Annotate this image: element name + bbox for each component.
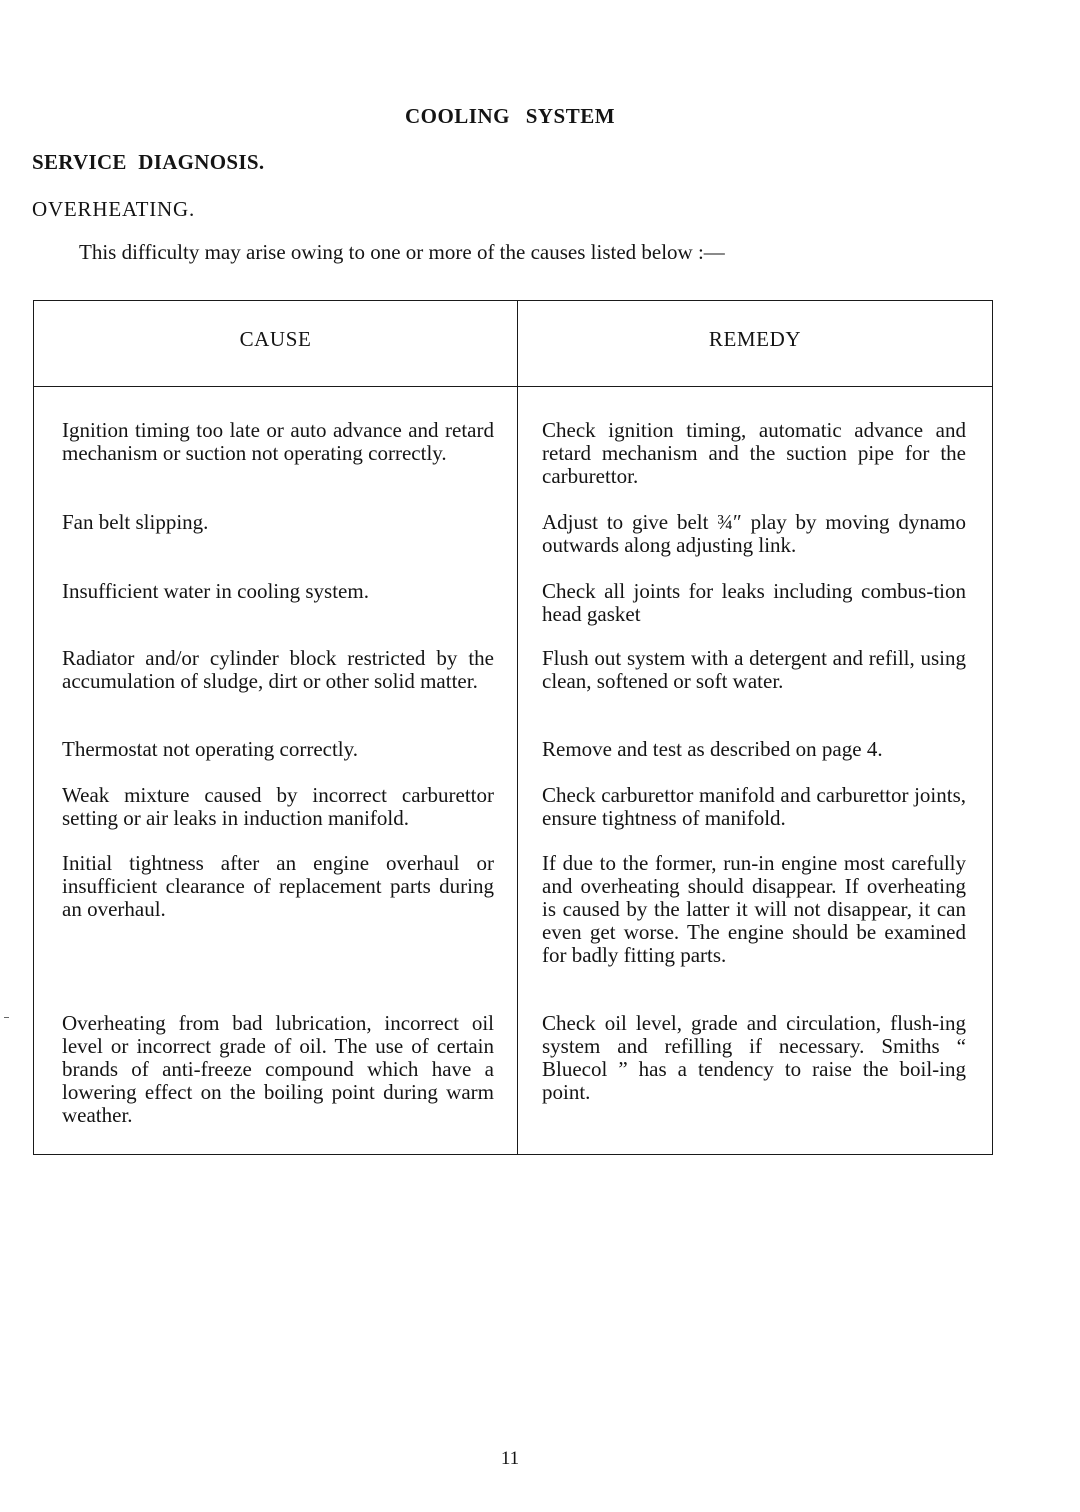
cause-cell: Thermostat not operating correctly. xyxy=(62,737,359,761)
remedy-cell: Check oil level, grade and circulation, flush-ing system and refilling if necessary. Smiths “ Bluecol ” has a tendency to raise the boil-ing point. xyxy=(542,1011,966,1104)
margin-mark xyxy=(4,1017,9,1018)
remedy-cell: Check carburettor manifold and carburettor joints, ensure tightness of manifold. xyxy=(542,783,966,830)
remedy-cell: Check ignition timing, automatic advance and retard mechanism and the suction pipe for the carburettor. xyxy=(542,418,966,488)
remedy-header: REMEDY xyxy=(708,327,802,351)
diagnosis-table xyxy=(33,300,993,1155)
cause-cell: Initial tightness after an engine overhaul or insufficient clearance of replacement parts during an overhaul. xyxy=(62,851,494,921)
cause-cell: Radiator and/or cylinder block restricted by the accumulation of sludge, dirt or other solid matter. xyxy=(62,646,494,693)
cause-cell: Ignition timing too late or auto advance and retard mechanism or suction not operating correctly. xyxy=(62,418,494,465)
intro-text: This difficulty may arise owing to one or more of the causes listed below :— xyxy=(79,240,725,264)
page-number: 11 xyxy=(500,1448,520,1469)
column-divider xyxy=(517,301,518,1154)
remedy-cell: Adjust to give belt ¾″ play by moving dynamo outwards along adjusting link. xyxy=(542,510,966,557)
cause-cell: Insufficient water in cooling system. xyxy=(62,579,369,603)
remedy-cell: If due to the former, run-in engine most carefully and overheating should disappear. If overheating is caused by the latter it will not disappear, it can even get worse. The engine should be examined for badly fitting parts. xyxy=(542,851,966,967)
cause-cell: Fan belt slipping. xyxy=(62,510,209,534)
cause-cell: Overheating from bad lubrication, incorrect oil level or incorrect grade of oil. The use of certain brands of anti-freeze compound which have a lowering effect on the boiling point during warm weather. xyxy=(62,1011,494,1127)
cause-header: CAUSE xyxy=(239,327,312,351)
section-heading: SERVICE DIAGNOSIS. xyxy=(32,150,265,174)
remedy-cell: Remove and test as described on page 4. xyxy=(542,737,883,761)
subheading: OVERHEATING. xyxy=(32,197,195,221)
remedy-cell: Check all joints for leaks including combus-tion head gasket xyxy=(542,579,966,626)
header-rule xyxy=(34,386,992,387)
remedy-cell: Flush out system with a detergent and refill, using clean, softened or soft water. xyxy=(542,646,966,693)
page-title: COOLING SYSTEM xyxy=(404,104,616,128)
cause-cell: Weak mixture caused by incorrect carburettor setting or air leaks in induction manifold. xyxy=(62,783,494,830)
